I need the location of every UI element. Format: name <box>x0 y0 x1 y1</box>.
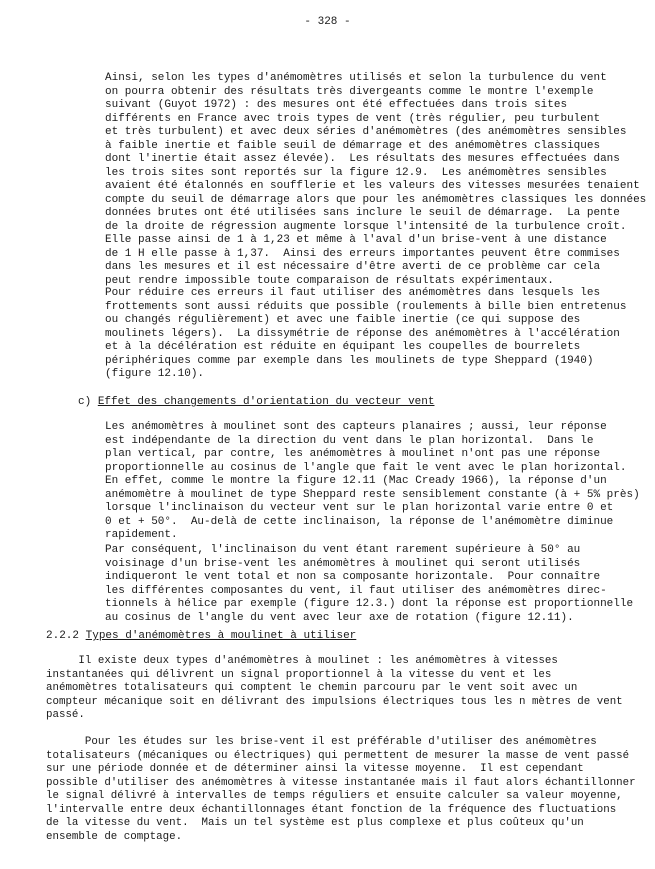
text-line: au cosinus de l'angle du vent avec leur axe de rotation (figure 12.11). <box>105 611 574 624</box>
text-line: compte du seuil de démarrage alors que pour les anémomètres classiques les données <box>105 193 647 206</box>
text-line: (figure 12.10). <box>105 368 205 380</box>
text-line: voisinage d'un brise-vent les anémomètres à moulinet qui seront utilisés <box>105 557 581 570</box>
section-title: Types d'anémomètres à moulinet à utiliser <box>85 630 357 642</box>
text-line: ou changés régulièrement) et avec une faible inertie (ce qui suppose des <box>105 314 581 326</box>
text-line: passé. <box>46 709 85 721</box>
section-title: Effet des changements d'orientation du vecteur vent <box>97 396 435 408</box>
text-line: sur une période donnée et de déterminer ainsi la vitesse moyenne. Il est cependant <box>46 763 584 775</box>
text-line: Il existe deux types d'anémomètres à moulinet : les anémomètres à vitesses <box>46 655 558 667</box>
text-line: frottements sont aussi réduits que possible (roulements à bille bien entretenus <box>105 300 627 313</box>
text-line: est indépendante de la direction du vent dans le plan horizontal. Dans le <box>105 434 594 447</box>
section-number: 2.2.2 <box>46 630 80 642</box>
text-line: données brutes ont été utilisées sans inclure le seuil de démarrage. La pente <box>105 207 620 219</box>
text-line: moulinets légers). La dissymétrie de réponse des anémomètres à l'accélération <box>105 327 620 340</box>
text-line: possible d'utiliser des anémomètres à vitesse instantanée mais il faut alors échantillonner <box>46 776 636 789</box>
text-line: dans les mesures et il est nécessaire d'être averti de ce problème car cela <box>105 261 601 273</box>
text-line: instantanées qui délivrent un signal proportionnel à la vitesse du vent et les <box>46 668 552 681</box>
text-line: tionnels à hélice par exemple (figure 12.3.) dont la réponse est proportionnelle <box>105 598 634 610</box>
paragraph-1 <box>105 72 646 288</box>
text-line: En effet, comme le montre la figure 12.11 (Mac Cready 1966), la réponse d'un <box>105 475 607 487</box>
text-line: et très turbulent) et avec deux séries d'anémomètres (des anémomètres sensibles <box>105 126 627 138</box>
text-line: lorsque l'inclinaison du vecteur vent sur le plan horizontal varie entre 0 et <box>105 502 614 514</box>
text-line: plan vertical, par contre, les anémomètres à moulinet n'ont pas une réponse <box>105 448 601 460</box>
text-line: de la droite de régression augmente lorsque l'intensité de la turbulence croît. <box>105 220 627 233</box>
text-line: anémomètre à moulinet de type Sheppard reste sensiblement constante (à + 5% près) <box>105 488 640 501</box>
text-line: le signal délivré à intervalles de temps réguliers et ensuite calculer sa valeur moyenne, <box>46 790 623 802</box>
text-line: et à la décélération est réduite en équipant les coupelles de bourrelets <box>105 341 581 353</box>
text-line: 0 et + 50°. Au-delà de cette inclinaison, la réponse de l'anémomètre diminue <box>105 515 614 528</box>
text-line: dont l'inertie était assez élevée). Les résultats des mesures effectuées dans <box>105 153 620 165</box>
text-line: Pour les études sur les brise-vent il est préférable d'utiliser des anémomètres <box>46 736 597 748</box>
text-line: Elle passe ainsi de 1 à 1,23 et même à l'aval d'un brise-vent à une distance <box>105 234 607 246</box>
paragraph-3 <box>105 421 640 543</box>
paragraph-2 <box>105 287 627 382</box>
text-line: Les anémomètres à moulinet sont des capteurs planaires ; aussi, leur réponse <box>105 421 607 433</box>
text-line: Par conséquent, l'inclinaison du vent étant rarement supérieure à 50° au <box>105 544 581 556</box>
text-line: suivant (Guyot 1972) : des mesures ont été effectuées dans trois sites <box>105 99 568 111</box>
paragraph-4 <box>105 544 633 625</box>
section-c-heading <box>78 396 434 410</box>
text-line: compteur mécanique soit en délivrant des impulsions électriques tous les n mètres de vent <box>46 695 623 708</box>
text-line: totalisateurs (mécaniques ou électriques) qui permettent de mesurer la masse de vent passé <box>46 749 630 762</box>
text-line: on pourra obtenir des résultats très divergeants comme le montre l'exemple <box>105 85 594 98</box>
text-line: Pour réduire ces erreurs il faut utiliser des anémomètres dans lesquels les <box>105 287 601 299</box>
text-line: anémomètres totalisateurs qui comptent le chemin parcouru par le vent soit avec un <box>46 682 578 694</box>
text-line: l'intervalle entre deux échantillonnages étant fonction de la fréquence des fluctuations <box>46 803 617 816</box>
text-line: avaient été étalonnés en soufflerie et les valeurs des vitesses mesurées tenaient <box>105 180 640 192</box>
text-line: peut rendre impossible toute comparaison de résultats expérimentaux. <box>105 274 554 287</box>
text-line: les trois sites sont reportés sur la figure 12.9. Les anémomètres sensibles <box>105 166 607 179</box>
text-line: Ainsi, selon les types d'anémomètres utilisés et selon la turbulence du vent <box>105 72 607 84</box>
text-line: rapidement. <box>105 529 178 541</box>
text-line: les différentes composantes du vent, il faut utiliser des anémomètres direc- <box>105 584 607 597</box>
paragraph-5 <box>46 655 623 723</box>
text-line: de 1 H elle passe à 1,37. Ainsi des erreurs importantes peuvent être commises <box>105 247 620 260</box>
text-line: proportionnelle au cosinus de l'angle que fait le vent avec le plan horizontal. <box>105 461 627 474</box>
page-number: - 328 - <box>304 16 351 28</box>
text-line: ensemble de comptage. <box>46 830 183 843</box>
section-number: c) <box>78 396 92 408</box>
text-line: de la vitesse du vent. Mais un tel système est plus complexe et plus coûteux qu'un <box>46 817 584 829</box>
paragraph-6 <box>46 736 636 844</box>
section-222-heading <box>46 630 356 644</box>
text-line: à faible inertie et faible seuil de démarrage et des anémomètres classiques <box>105 139 601 152</box>
text-line: indiqueront le vent total et non sa composante horizontale. Pour connaître <box>105 571 601 583</box>
text-line: différents en France avec trois types de vent (très régulier, peu turbulent <box>105 112 601 125</box>
text-line: périphériques comme par exemple dans les moulinets de type Sheppard (1940) <box>105 354 594 367</box>
